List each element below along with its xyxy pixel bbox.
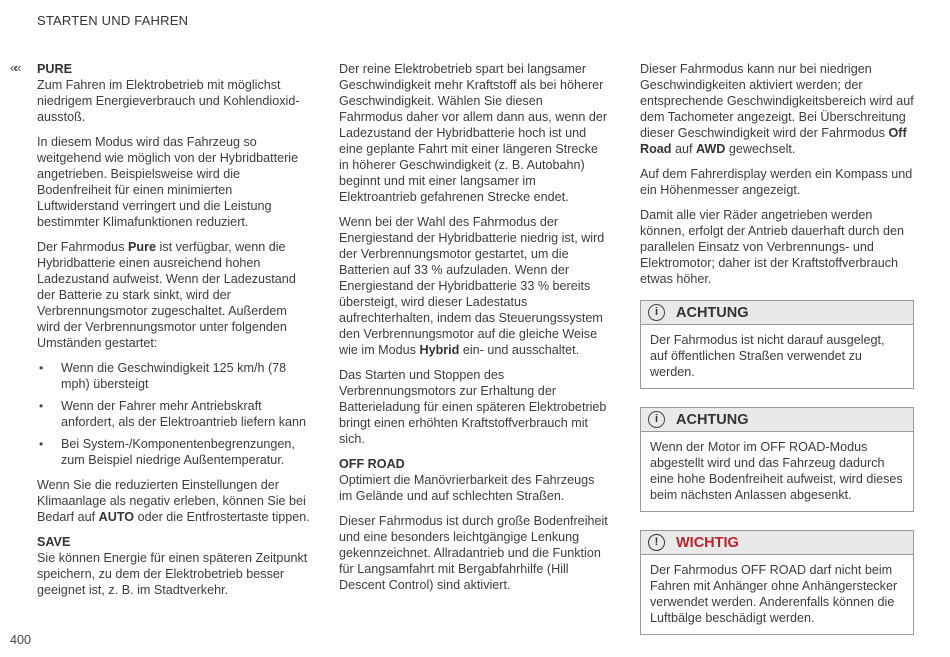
paragraph: Zum Fahren im Elektrobetrieb mit möglichst niedrigem Energieverbrauch und Kohlendioxid-ausstoß.	[37, 78, 300, 124]
paragraph: Auf dem Fahrerdisplay werden ein Kompass und ein Höhenmesser angezeigt.	[640, 167, 913, 197]
list-item: • Wenn die Geschwindigkeit 125 km/h (78 mph) übersteigt	[37, 360, 312, 392]
paragraph: Dieser Fahrmodus ist durch große Bodenfreiheit und eine besonders leichtgängige Lenkung gekennzeichnet. Allradantrieb und die Funktion für Langsamfahrt mit Bergabfahrhilfe (Hill Descent Control) sind aktiviert.	[339, 514, 608, 592]
mode-name-awd: AWD	[696, 142, 726, 156]
column-left	[37, 61, 312, 607]
warning-box-header	[641, 531, 913, 555]
paragraph: Wenn bei der Wahl des Fahrmodus der Energiestand der Hybridbatterie niedrig ist, wird der Verbrennungsmotor gestartet, um die Batterien auf 33 % aufzuladen. Wenn der Energiestand der Hybridbatterie 33 % bereits übersteigt, wird dieser Ladestatus aufrechterhalten, indem das Steuerungssystem den Verbrennungsmotor auf die gleiche Weise wie im Modus Hybrid ein- und ausschaltet.	[339, 215, 605, 357]
list-item: • Wenn der Fahrer mehr Antriebskraft anfordert, als der Elektroantrieb liefern kann	[37, 398, 312, 430]
paragraph: Optimiert die Manövrierbarkeit des Fahrzeugs im Gelände und auf schlechten Straßen.	[339, 473, 595, 503]
section-heading-pure: PURE	[37, 62, 72, 76]
mode-name-hybrid: Hybrid	[419, 343, 460, 357]
exclamation-circle-icon: !	[648, 534, 665, 551]
caution-box-body	[641, 325, 913, 388]
info-circle-icon: i	[648, 411, 665, 428]
warning-box-text: Der Fahrmodus OFF ROAD darf nicht beim Fahren mit Anhänger ohne Anhängerstecker verwendet werden. Anderenfalls können die Luftbälge beschädigt werden.	[650, 563, 898, 625]
page-header: STARTEN UND FAHREN	[37, 13, 189, 28]
mode-name-off-road: Off Road	[640, 126, 907, 156]
paragraph: In diesem Modus wird das Fahrzeug so weitgehend wie möglich von der Hybridbatterie angetrieben. Beispielsweise wird die Bodenfreiheit für einen minimierten Luftwiderstand verringert und die Leistung bestimmter Klimafunktionen reduziert.	[37, 135, 299, 229]
caution-box-title: ACHTUNG	[676, 304, 749, 321]
bullet-list	[37, 360, 312, 468]
caution-box-body	[641, 432, 913, 511]
paragraph: Wenn Sie die reduzierten Einstellungen der Klimaanlage als negativ erleben, können Sie bei Bedarf auf AUTO oder die Entfrostertaste tippen.	[37, 478, 310, 524]
warning-box	[640, 530, 914, 635]
back-arrow-icon[interactable]: ««	[10, 60, 19, 75]
caution-box-text: Der Fahrmodus ist nicht darauf ausgelegt, auf öffentlichen Straßen verwendet zu werden.	[650, 333, 885, 379]
caution-box-title: ACHTUNG	[676, 411, 749, 428]
section-heading-save: SAVE	[37, 535, 71, 549]
column-right	[640, 61, 914, 653]
caution-box-header	[641, 301, 913, 325]
button-name-auto: AUTO	[98, 510, 135, 524]
caution-box	[640, 300, 914, 389]
column-middle	[339, 61, 609, 602]
warning-box-title: WICHTIG	[676, 534, 739, 551]
caution-box-header	[641, 408, 913, 432]
section-heading-off-road: OFF ROAD	[339, 457, 405, 471]
info-circle-icon: i	[648, 304, 665, 321]
paragraph: Der reine Elektrobetrieb spart bei langsamer Geschwindigkeit mehr Kraftstoff als bei höherer Geschwindigkeit. Wählen Sie diesen Fahrmodus daher vor allem dann aus, wenn der Ladezustand der Hybridbatterie hoch ist und eine geplante Fahrt mit einer längeren Strecke in höherer Geschwindigkeit (z. B. Autobahn) beginnt und mit einer langsamer im Elektroantrieb gefahrenen Strecke endet.	[339, 62, 608, 204]
paragraph: Sie können Energie für einen späteren Zeitpunkt speichern, zu dem der Elektrobetrieb besser geeignet ist, z. B. im Stadtverkehr.	[37, 551, 308, 597]
page-number: 400	[10, 633, 32, 647]
paragraph: Das Starten und Stoppen des Verbrennungsmotors zur Erhaltung der Batterieladung für einen späteren Elektrobetrieb bringt einen erhöhten Kraftstoffverbrauch mit sich.	[339, 368, 607, 446]
caution-box-text: Wenn der Motor im OFF ROAD-Modus abgestellt wird und das Fahrzeug dadurch eine hohe Bodenfreiheit aufweist, wird dieses beim nächsten Anlassen abgesenkt.	[650, 440, 903, 502]
caution-box	[640, 407, 914, 512]
list-item: • Bei System-/Komponentenbegrenzungen, zum Beispiel niedrige Außentemperatur.	[37, 436, 312, 468]
mode-name-pure: Pure	[128, 240, 156, 254]
paragraph: Damit alle vier Räder angetrieben werden können, erfolgt der Antrieb dauerhaft durch den parallelen Einsatz von Verbrennungs- und Elektromotor; daher ist der Kraftstoffverbrauch etwas höher.	[640, 208, 904, 286]
paragraph: Dieser Fahrmodus kann nur bei niedrigen Geschwindigkeiten aktiviert werden; der entsprechende Geschwindigkeitsbereich wird auf dem Tachometer angezeigt. Bei Überschreitung dieser Geschwindigkeit wird der Fahrmodus Off Road auf AWD gewechselt.	[640, 62, 914, 156]
warning-box-body	[641, 555, 913, 634]
paragraph: Der Fahrmodus Pure ist verfügbar, wenn die Hybridbatterie einen ausreichend hohen Ladezustand aufweist. Wenn der Ladezustand der Batterie zu stark sinkt, wird der Verbrennungsmotor zugeschaltet. Außerdem wird der Verbrennungsmotor unter folgenden Umständen gestartet:	[37, 240, 296, 350]
